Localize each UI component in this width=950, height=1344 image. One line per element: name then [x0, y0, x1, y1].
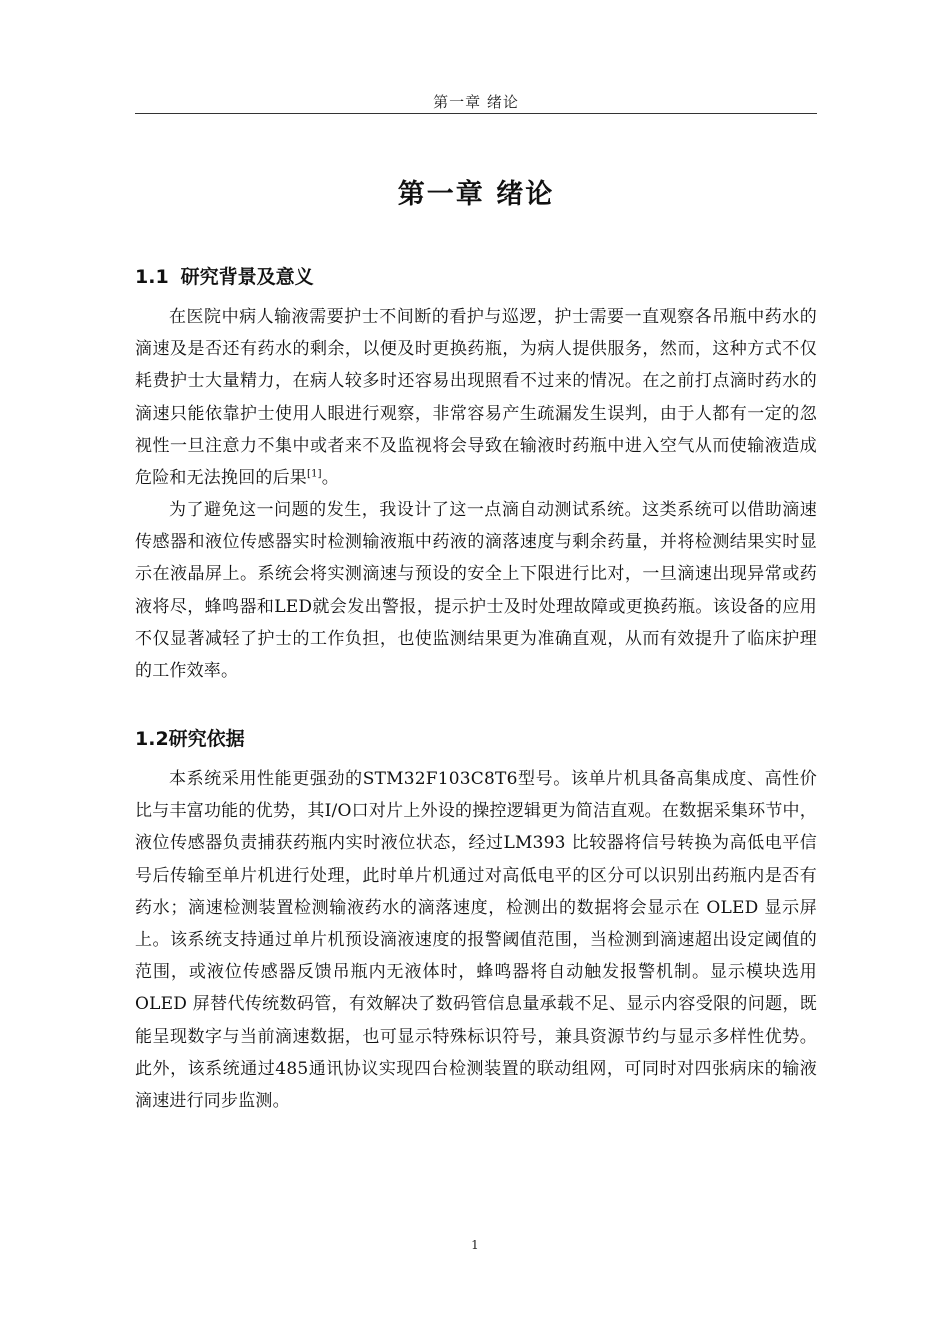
section-number: 1.1 — [135, 266, 169, 288]
paragraph-background — [135, 301, 817, 494]
running-header: 第一章 绪论 — [433, 93, 519, 111]
page-number: 1 — [471, 1238, 479, 1252]
section-heading-1-2 — [135, 724, 817, 751]
chapter-title: 第一章 绪论 — [397, 179, 555, 210]
paragraph-significance — [135, 494, 817, 687]
header-rule — [135, 113, 817, 114]
paragraph-text: 为了避免这一问题的发生，我设计了这一点滴自动测试系统。这类系统可以借助滴速传感器和液位传感器实时检测输液瓶中药液的滴落速度与剩余药量，并将检测结果实时显示在液晶屏上。系统会将实测滴速与预设的安全上下限进行比对，一旦滴速出现异常或药液将尽，蜂鸣器和LED就会发出警报，提示护士及时处理故障或更换药瓶。该设备的应用不仅显著减轻了护士的工作负担，也使监测结果更为准确直观，从而有效提升了临床护理的工作效率。 — [135, 500, 817, 682]
citation-ref: [1] — [307, 468, 322, 480]
paragraph-text: 在医院中病人输液需要护士不间断的看护与巡逻，护士需要一直观察各吊瓶中药水的滴速及是否还有药水的剩余，以便及时更换药瓶，为病人提供服务，然而，这种方式不仅耗费护士大量精力，在病人较多时还容易出现照看不过来的情况。在之前打点滴时药水的滴速只能依靠护士使用人眼进行观察，非常容易产生疏漏发生误判，由于人都有一定的忽视性一旦注意力不集中或者来不及监视将会导致在输液时药瓶中进入空气从而使输液造成危险和无法挽回的后果 — [135, 307, 817, 489]
paragraph-end: 。 — [321, 468, 339, 489]
paragraph-basis — [135, 763, 817, 1117]
section-title: 研究依据 — [168, 728, 245, 750]
section-number: 1.2 — [135, 728, 169, 750]
section-title: 研究背景及意义 — [180, 266, 314, 288]
paragraph-text: 本系统采用性能更强劲的STM32F103C8T6型号。该单片机具备高集成度、高性价比与丰富功能的优势，其I/O口对片上外设的操控逻辑更为简洁直观。在数据采集环节中，液位传感器负责捕获药瓶内实时液位状态，经过LM393 比较器将信号转换为高低电平信号后传输至单片机进行处理，此时单片机通过对高低电平的区分可以识别出药瓶内是否有药水；滴速检测装置检测输液药水的滴落速度，检测出的数据将会显示在 OLED 显示屏上。该系统支持通过单片机预设滴液速度的报警阈值范围，当检测到滴速超出设定阈值的范围，或液位传感器反馈吊瓶内无液体时，蜂鸣器将自动触发报警机制。显示模块选用 OLED 屏替代传统数码管，有效解决了数码管信息量承载不足、显示内容受限的问题，既能呈现数字与当前滴速数据，也可显示特殊标识符号，兼具资源节约与显示多样性优势。此外，该系统通过485通讯协议实现四台检测装置的联动组网，可同时对四张病床的输液滴速进行同步监测。 — [135, 769, 817, 1112]
section-heading-1-1 — [135, 262, 817, 289]
